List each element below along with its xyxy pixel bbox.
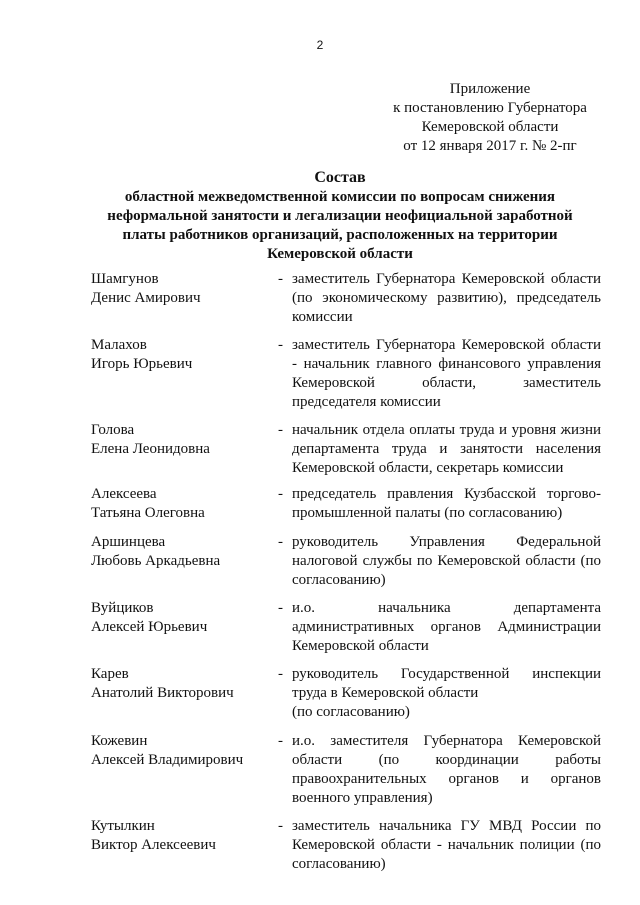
member-name <box>91 533 278 590</box>
member-surname: Малахов <box>91 337 147 353</box>
member-role-note: (по согласованию) <box>292 704 410 720</box>
member-dash: - <box>278 486 283 502</box>
member-given-names: Анатолий Викторович <box>91 685 234 701</box>
member-role: заместитель Губернатора Кемеровской области - начальник главного финансового управления Кемеровской области, заместитель председателя комиссии <box>292 337 601 410</box>
member-role: и.о. начальника департамента административных органов Администрации Кемеровской области <box>292 600 601 654</box>
member-dash: - <box>278 600 283 616</box>
heading-line-2: неформальной занятости и легализации неофициальной заработной <box>107 208 573 224</box>
appendix-line-2: к постановлению Губернатора <box>393 100 587 116</box>
member-row <box>91 270 601 327</box>
appendix-line-1: Приложение <box>449 81 531 97</box>
member-row <box>91 599 601 656</box>
member-name <box>91 732 278 808</box>
member-given-names: Елена Леонидовна <box>91 441 210 457</box>
member-dash: - <box>278 733 283 749</box>
member-given-names: Алексей Владимирович <box>91 752 244 768</box>
member-name <box>91 817 278 874</box>
member-row <box>91 485 601 523</box>
member-surname: Карев <box>91 666 129 682</box>
member-name <box>91 665 278 722</box>
appendix-line-4: от 12 января 2017 г. № 2-пг <box>403 138 577 154</box>
heading-line-4: Кемеровской области <box>267 246 413 262</box>
member-given-names: Татьяна Олеговна <box>91 505 205 521</box>
member-role: председатель правления Кузбасской торгово-промышленной палаты (по согласованию) <box>292 486 601 521</box>
member-name <box>91 485 278 523</box>
member-row <box>91 421 601 478</box>
appendix-block <box>380 80 600 156</box>
member-name <box>91 421 278 478</box>
member-row <box>91 817 601 874</box>
heading-line-3: платы работников организаций, расположенных на территории <box>122 227 558 243</box>
member-given-names: Игорь Юрьевич <box>91 356 193 372</box>
member-row <box>91 665 601 722</box>
member-surname: Кожевин <box>91 733 148 749</box>
document-heading <box>90 168 590 264</box>
member-role: руководитель Управления Федеральной налоговой службы по Кемеровской области (по согласованию) <box>292 534 601 588</box>
member-surname: Алексеева <box>91 486 157 502</box>
member-role: начальник отдела оплаты труда и уровня жизни департамента труда и занятости населения Кемеровской области, секретарь комиссии <box>292 422 601 476</box>
member-role: заместитель Губернатора Кемеровской области (по экономическому развитию), председатель комиссии <box>292 271 601 325</box>
member-dash: - <box>278 818 283 834</box>
page-number: 2 <box>316 38 324 52</box>
member-role: заместитель начальника ГУ МВД России по Кемеровской области - начальник полиции (по согласованию) <box>292 818 601 872</box>
member-role <box>292 665 601 722</box>
member-surname: Голова <box>91 422 135 438</box>
member-dash: - <box>278 337 283 353</box>
member-surname: Кутылкин <box>91 818 155 834</box>
member-dash: - <box>278 422 283 438</box>
member-surname: Шамгунов <box>91 271 159 287</box>
member-given-names: Денис Амирович <box>91 290 201 306</box>
heading-line-1: областной межведомственной комиссии по вопросам снижения <box>124 189 556 205</box>
member-role: и.о. заместителя Губернатора Кемеровской области (по координации работы правоохранительных органов и органов военного управления) <box>292 733 601 806</box>
member-name <box>91 270 278 327</box>
member-name <box>91 336 278 412</box>
member-given-names: Алексей Юрьевич <box>91 619 208 635</box>
heading-title: Состав <box>314 169 366 186</box>
member-surname: Аршинцева <box>91 534 166 550</box>
member-list <box>91 270 601 874</box>
member-role-text: руководитель Государственной инспекции труда в Кемеровской области <box>292 666 601 701</box>
member-surname: Вуйциков <box>91 600 154 616</box>
member-name <box>91 599 278 656</box>
member-given-names: Виктор Алексеевич <box>91 837 216 853</box>
appendix-line-3: Кемеровской области <box>421 119 559 135</box>
member-row <box>91 336 601 412</box>
member-dash: - <box>278 666 283 682</box>
member-row <box>91 732 601 808</box>
member-given-names: Любовь Аркадьевна <box>91 553 221 569</box>
member-dash: - <box>278 271 283 287</box>
member-row <box>91 533 601 590</box>
member-dash: - <box>278 534 283 550</box>
